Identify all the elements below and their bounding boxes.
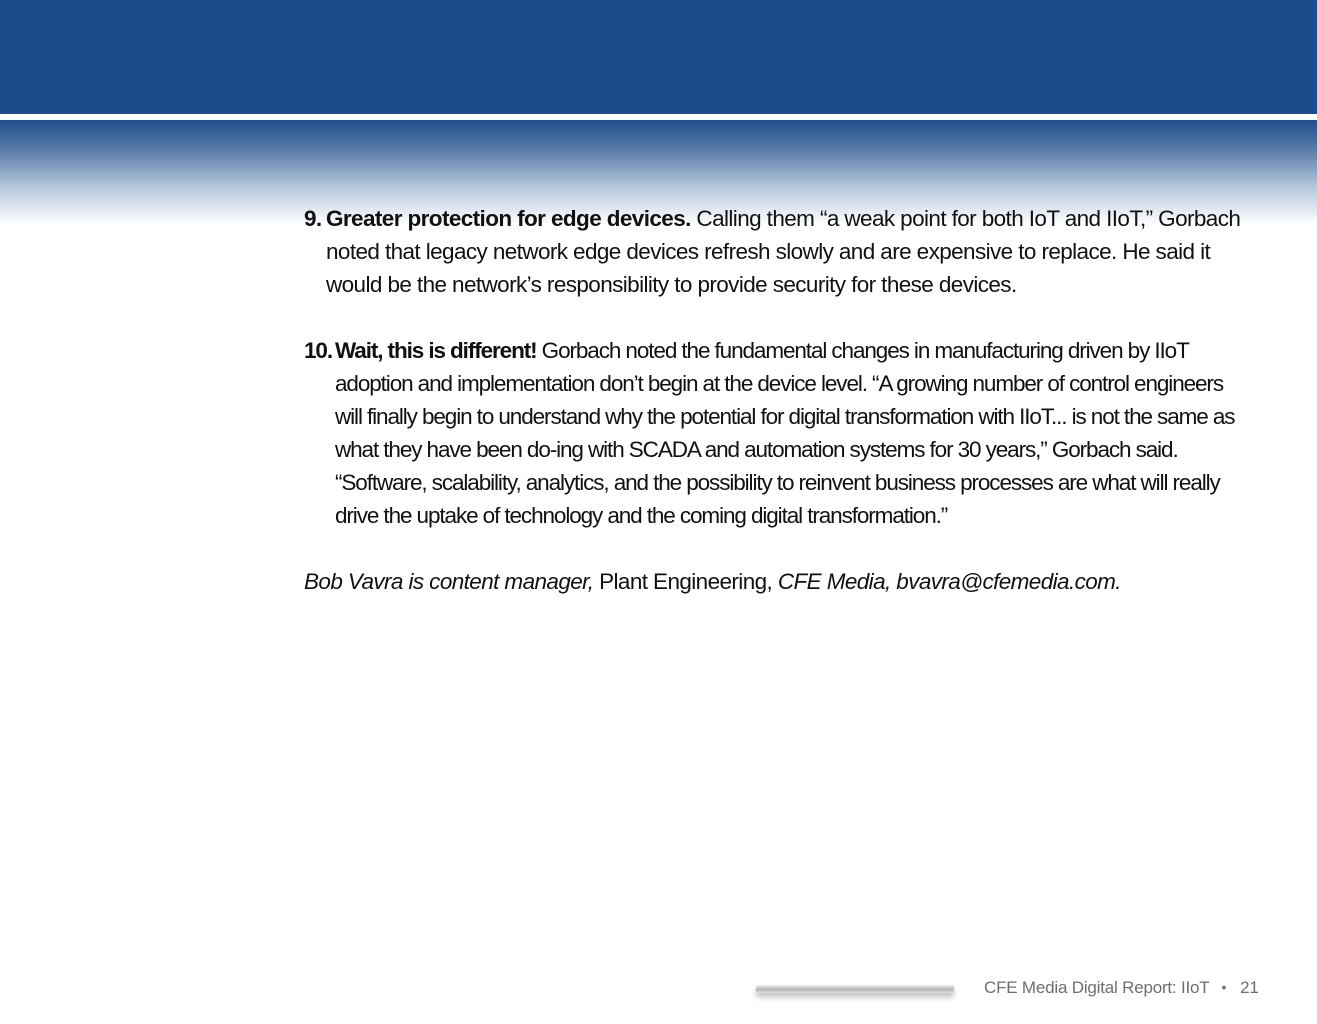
byline-role: Bob Vavra is content manager, [304,569,594,594]
footer-title: CFE Media Digital Report: IIoT [984,978,1210,997]
page-footer [984,978,1259,998]
list-item-9 [304,202,1254,301]
item-text: Gorbach noted the fundamental changes in manufacturing driven by IIoT adoption and implementation don’t begin at the device level. “A growing number of control engineers will finally begin to understand why the potential for digital transformation with IIoT... is not the same as what they have been do-ing with SCADA and automation systems for 30 years,” Gorbach said. “Software, scalability, analytics, and the possibility to reinvent business processes are what will really drive the uptake of technology and the coming digital transformation.” [335,338,1235,528]
page-number: 21 [1240,978,1259,997]
item-lead: Greater protection for edge devices. [326,206,691,231]
footer-separator: • [1221,979,1227,995]
footer-bar [756,985,954,993]
article-body [304,202,1254,598]
item-number: 9. [304,206,322,231]
item-number: 10. [304,338,332,363]
header-band [0,0,1317,114]
byline-publication: Plant Engineering, [593,569,778,594]
list-item-10 [304,334,1254,532]
item-text: Calling them “a weak point for both IoT and IIoT,” Gorbach noted that legacy network edge devices refresh slowly and are expensive to replace. He said it would be the network’s responsibility to provide security for these devices. [326,206,1241,297]
author-byline [304,565,1254,598]
byline-contact: CFE Media, bvavra@cfemedia.com. [777,569,1121,594]
item-lead: Wait, this is different! [335,338,537,363]
